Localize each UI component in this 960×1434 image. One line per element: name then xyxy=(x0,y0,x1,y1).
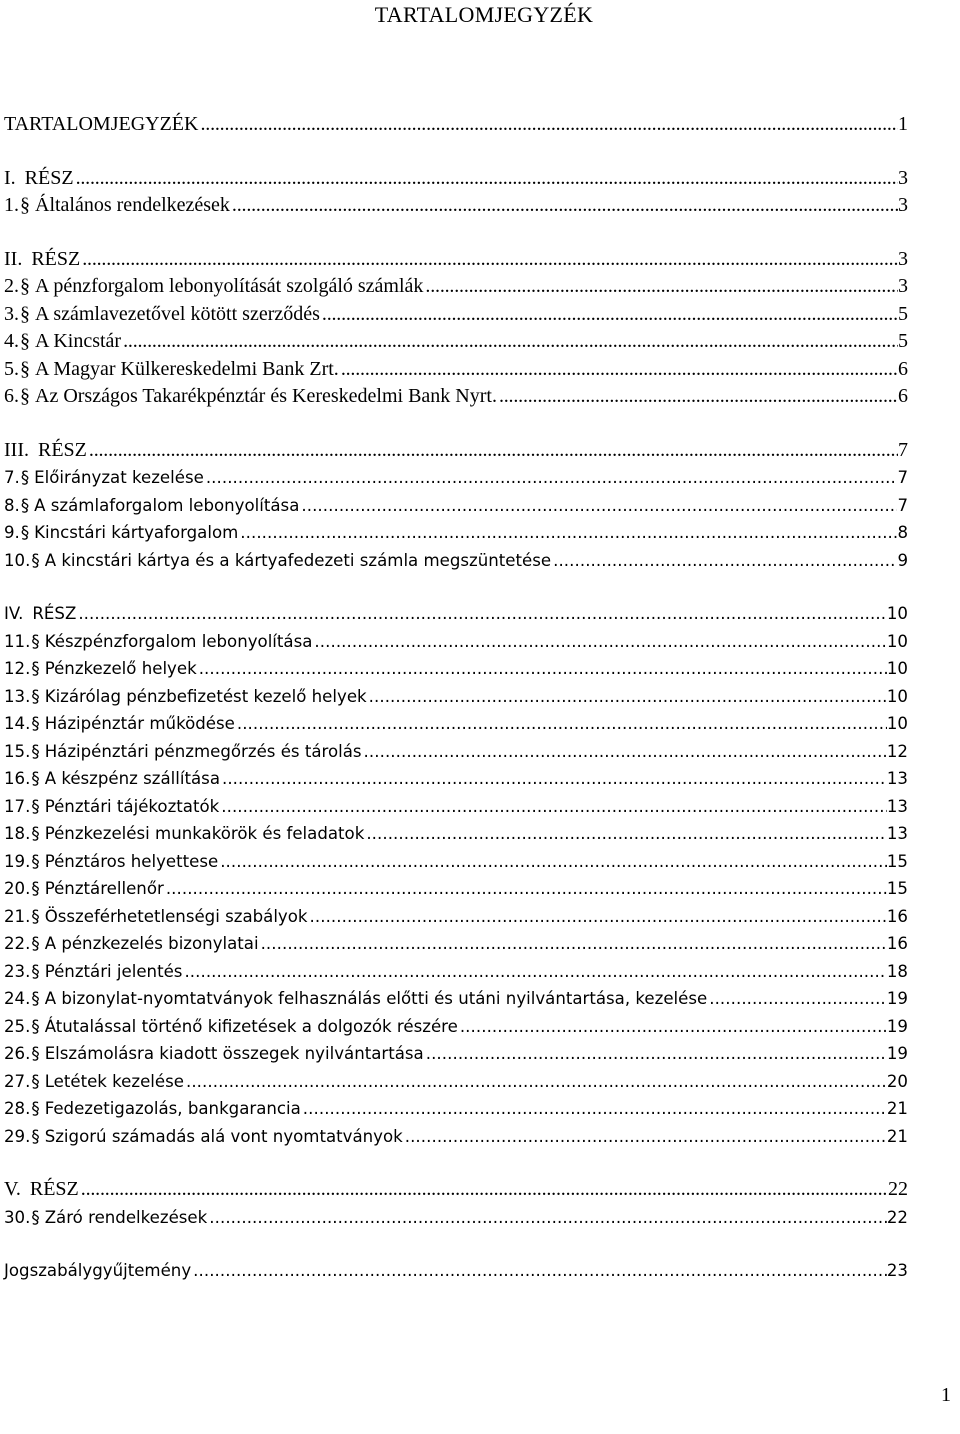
toc-entry-title: Pénzkezelő helyek xyxy=(44,659,197,678)
toc-entry-page: 13 xyxy=(886,796,908,816)
toc-entry-number: II. xyxy=(4,247,23,270)
toc-entry[interactable] xyxy=(4,301,908,329)
dot-leader xyxy=(209,1204,887,1232)
toc-entry-number: 8. xyxy=(4,495,20,515)
section-sign-icon: § xyxy=(20,495,30,515)
toc-entry-number: 27. xyxy=(4,1071,31,1091)
section-sign-icon: § xyxy=(31,906,40,926)
toc-entry-number: V. xyxy=(4,1178,21,1200)
dot-leader xyxy=(303,1095,887,1123)
section-sign-icon: § xyxy=(31,1126,40,1146)
dot-leader xyxy=(426,1040,887,1068)
toc-entry-page: 19 xyxy=(886,989,908,1008)
toc-entry-title: A számlavezetővel kötött szerződés xyxy=(35,302,320,325)
section-sign-icon: § xyxy=(31,1044,40,1063)
toc-entry[interactable] xyxy=(4,1176,908,1204)
toc-entry-number: 22. xyxy=(4,934,31,953)
toc-entry-number: 25. xyxy=(4,1016,31,1036)
dot-leader xyxy=(341,356,898,384)
toc-entry[interactable] xyxy=(4,985,908,1013)
section-sign-icon: § xyxy=(31,961,40,981)
toc-entry-page: 10 xyxy=(886,604,908,623)
toc-entry-number: 4. xyxy=(4,330,19,352)
toc-entry-number: 28. xyxy=(4,1099,31,1118)
toc-entry-page: 23 xyxy=(886,1261,908,1280)
toc-entry-title: Házipénztár működése xyxy=(44,714,235,733)
toc-entry-number: IV. xyxy=(4,604,24,623)
toc-entry-number: 21. xyxy=(4,906,31,926)
section-sign-icon: § xyxy=(31,989,40,1008)
toc-entry-title: Átutalással történő kifizetések a dolgozók részére xyxy=(44,1016,458,1036)
dot-leader xyxy=(237,710,887,738)
toc-entry[interactable] xyxy=(4,464,908,492)
dot-leader xyxy=(82,246,898,274)
toc-entry-page: 3 xyxy=(898,194,908,216)
toc-entry-page: 20 xyxy=(886,1071,908,1091)
toc-entry-number: III. xyxy=(4,438,29,461)
dot-leader xyxy=(366,820,887,848)
toc-entry-title: RÉSZ xyxy=(37,438,87,461)
dot-leader xyxy=(310,903,887,931)
section-sign-icon: § xyxy=(20,357,30,380)
document-title: TARTALOMJEGYZÉK xyxy=(374,2,594,27)
toc-entry[interactable] xyxy=(4,492,908,520)
toc-entry-page: 21 xyxy=(886,1126,908,1146)
toc-entry-title: A bizonylat-nyomtatványok felhasználás előtti és utáni nyilvántartása, kezelése xyxy=(44,989,708,1008)
toc-entry-page: 13 xyxy=(886,769,908,788)
toc-entry-number: 10. xyxy=(4,550,31,570)
toc-entry[interactable] xyxy=(4,547,908,575)
dot-leader xyxy=(193,1257,887,1285)
toc-entry[interactable] xyxy=(4,1095,908,1123)
toc-entry-number: 3. xyxy=(4,302,19,325)
toc-entry-title: Pénztári tájékoztatók xyxy=(44,796,220,816)
dot-leader xyxy=(78,600,887,628)
toc-entry-number: 1. xyxy=(4,194,19,216)
section-sign-icon: § xyxy=(31,934,40,953)
toc-entry-page: 15 xyxy=(886,851,908,871)
dot-leader xyxy=(184,958,886,986)
toc-entry-page: 10 xyxy=(886,714,908,733)
toc-entry[interactable] xyxy=(4,165,908,193)
dot-leader xyxy=(553,547,897,575)
toc-entry[interactable] xyxy=(4,1123,908,1151)
section-sign-icon: § xyxy=(31,741,40,761)
toc-entry-number: 16. xyxy=(4,769,31,788)
toc-entry-number: I. xyxy=(4,166,16,189)
toc-entry-title: Előirányzat kezelése xyxy=(34,468,204,487)
page-number: 1 xyxy=(941,1384,951,1406)
dot-leader xyxy=(314,628,886,656)
toc-entry-title: RÉSZ xyxy=(24,166,74,189)
dot-leader xyxy=(221,793,887,821)
toc-entry-number: 12. xyxy=(4,659,31,678)
toc-entry-number: 29. xyxy=(4,1126,31,1146)
toc-entry[interactable] xyxy=(4,111,908,139)
toc-entry-page: 10 xyxy=(886,631,908,651)
toc-entry-page: 19 xyxy=(886,1016,908,1036)
section-sign-icon: § xyxy=(20,385,30,407)
toc-entry[interactable] xyxy=(4,328,908,356)
toc-entry[interactable] xyxy=(4,1040,908,1068)
toc-entry-title: A Magyar Külkereskedelmi Bank Zrt. xyxy=(35,357,339,380)
toc-entry[interactable] xyxy=(4,683,908,711)
toc-entry-title: Az Országos Takarékpénztár és Kereskedelmi Bank Nyrt. xyxy=(35,385,497,407)
dot-leader xyxy=(369,683,887,711)
toc-entry-page: 16 xyxy=(886,906,908,926)
toc-entry[interactable] xyxy=(4,765,908,793)
dot-leader xyxy=(220,848,887,876)
toc-entry-page: 5 xyxy=(898,302,908,325)
toc-entry-page: 13 xyxy=(886,824,908,843)
toc-entry-page: 6 xyxy=(898,385,908,407)
toc-entry-page: 18 xyxy=(886,961,908,981)
toc-entry-page: 7 xyxy=(897,495,908,515)
dot-leader xyxy=(199,655,887,683)
toc-entry[interactable] xyxy=(4,519,908,547)
dot-leader xyxy=(76,165,898,193)
section-sign-icon: § xyxy=(31,879,40,898)
toc-entry-number: 26. xyxy=(4,1044,31,1063)
toc-entry[interactable] xyxy=(4,628,908,656)
toc-entry-page: 7 xyxy=(897,468,908,487)
toc-entry[interactable] xyxy=(4,246,908,274)
toc-entry[interactable] xyxy=(4,600,908,628)
toc-entry[interactable] xyxy=(4,1068,908,1096)
section-sign-icon: § xyxy=(31,1071,40,1091)
toc-entry-number: 23. xyxy=(4,961,31,981)
section-sign-icon: § xyxy=(31,796,40,816)
dot-leader xyxy=(425,273,898,301)
toc-entry-title: Általános rendelkezések xyxy=(35,194,230,216)
dot-leader xyxy=(81,1176,888,1204)
toc-entry-title: TARTALOMJEGYZÉK xyxy=(4,113,199,135)
toc-entry[interactable] xyxy=(4,710,908,738)
table-of-contents xyxy=(4,111,908,1285)
toc-entry-page: 12 xyxy=(886,741,908,761)
section-sign-icon: § xyxy=(20,523,30,542)
dot-leader xyxy=(232,192,898,220)
toc-entry-page: 19 xyxy=(886,1044,908,1063)
toc-entry-title: RÉSZ xyxy=(31,247,81,270)
toc-entry-title: A készpénz szállítása xyxy=(44,769,220,788)
toc-entry[interactable] xyxy=(4,356,908,384)
toc-entry[interactable] xyxy=(4,930,908,958)
toc-entry-number: 5. xyxy=(4,357,19,380)
dot-leader xyxy=(186,1068,887,1096)
dot-leader xyxy=(200,111,898,139)
toc-entry-number: 18. xyxy=(4,824,31,843)
toc-entry-page: 1 xyxy=(898,113,908,135)
toc-entry-title: Elszámolásra kiadott összegek nyilvántartása xyxy=(44,1044,424,1063)
toc-entry-number: 2. xyxy=(4,275,19,297)
toc-entry-number: 7. xyxy=(4,468,20,487)
section-sign-icon: § xyxy=(31,851,40,871)
toc-entry-number: 30. xyxy=(4,1207,31,1227)
section-sign-icon: § xyxy=(20,302,30,325)
toc-entry-title: Pénzkezelési munkakörök és feladatok xyxy=(44,824,365,843)
toc-entry-title: Pénztárellenőr xyxy=(44,879,164,898)
dot-leader xyxy=(322,301,898,329)
dot-leader xyxy=(123,328,898,356)
toc-entry-title: Összeférhetetlenségi szabályok xyxy=(44,906,308,926)
toc-entry[interactable] xyxy=(4,875,908,903)
toc-entry-title: Kizárólag pénzbefizetést kezelő helyek xyxy=(44,686,367,706)
dot-leader xyxy=(240,519,897,547)
section-sign-icon: § xyxy=(31,1099,40,1118)
toc-entry-page: 3 xyxy=(898,247,908,270)
toc-entry-number: 15. xyxy=(4,741,31,761)
toc-entry-title: Készpénzforgalom lebonyolítása xyxy=(44,631,313,651)
toc-entry-page: 7 xyxy=(898,438,908,461)
toc-entry[interactable] xyxy=(4,793,908,821)
toc-entry[interactable] xyxy=(4,192,908,220)
toc-entry-page: 10 xyxy=(886,686,908,706)
dot-leader xyxy=(206,464,898,492)
section-sign-icon: § xyxy=(31,1016,40,1036)
toc-entry-title: A számlaforgalom lebonyolítása xyxy=(34,495,300,515)
section-sign-icon: § xyxy=(31,550,40,570)
toc-entry-page: 6 xyxy=(898,357,908,380)
toc-entry[interactable] xyxy=(4,437,908,465)
toc-entry[interactable] xyxy=(4,383,908,411)
section-sign-icon: § xyxy=(31,824,40,843)
toc-entry-page: 3 xyxy=(898,166,908,189)
toc-entry[interactable] xyxy=(4,655,908,683)
dot-leader xyxy=(301,492,897,520)
section-sign-icon: § xyxy=(31,1207,40,1227)
toc-entry-title: Kincstári kártyaforgalom xyxy=(34,523,239,542)
toc-entry-number: 14. xyxy=(4,714,31,733)
toc-entry-title: Pénztári jelentés xyxy=(44,961,183,981)
section-sign-icon: § xyxy=(31,714,40,733)
toc-entry-page: 22 xyxy=(886,1207,908,1227)
toc-entry-title: A kincstári kártya és a kártyafedezeti számla megszüntetése xyxy=(44,550,552,570)
toc-entry-page: 22 xyxy=(888,1178,908,1200)
toc-entry-title: RÉSZ xyxy=(29,1178,79,1200)
section-sign-icon: § xyxy=(20,468,30,487)
toc-entry-number: 20. xyxy=(4,879,31,898)
section-sign-icon: § xyxy=(31,769,40,788)
section-sign-icon: § xyxy=(31,631,40,651)
toc-entry-page: 16 xyxy=(886,934,908,953)
section-sign-icon: § xyxy=(31,659,40,678)
section-sign-icon: § xyxy=(31,686,40,706)
toc-entry-number: 17. xyxy=(4,796,31,816)
dot-leader xyxy=(89,437,898,465)
toc-entry[interactable] xyxy=(4,273,908,301)
dot-leader xyxy=(261,930,887,958)
toc-entry[interactable] xyxy=(4,958,908,986)
toc-entry-title: Házipénztári pénzmegőrzés és tárolás xyxy=(44,741,362,761)
section-sign-icon: § xyxy=(20,194,30,216)
toc-entry-page: 15 xyxy=(886,879,908,898)
dot-leader xyxy=(166,875,887,903)
toc-entry-page: 10 xyxy=(886,659,908,678)
toc-entry[interactable] xyxy=(4,1257,908,1285)
dot-leader xyxy=(460,1013,887,1041)
toc-entry-title: Pénztáros helyettese xyxy=(44,851,219,871)
toc-entry-title: A pénzkezelés bizonylatai xyxy=(44,934,259,953)
dot-leader xyxy=(709,985,887,1013)
toc-entry-page: 3 xyxy=(898,275,908,297)
section-sign-icon: § xyxy=(20,275,30,297)
toc-entry-page: 5 xyxy=(898,330,908,352)
toc-entry[interactable] xyxy=(4,738,908,766)
dot-leader xyxy=(222,765,887,793)
toc-entry-number: 13. xyxy=(4,686,31,706)
toc-entry-number: 24. xyxy=(4,989,31,1008)
section-sign-icon: § xyxy=(20,330,30,352)
toc-entry-title: Fedezetigazolás, bankgarancia xyxy=(44,1099,301,1118)
toc-entry-title: RÉSZ xyxy=(32,604,77,623)
dot-leader xyxy=(364,738,887,766)
toc-entry[interactable] xyxy=(4,1204,908,1232)
toc-entry[interactable] xyxy=(4,848,908,876)
toc-entry-page: 8 xyxy=(897,523,908,542)
toc-entry-title: Letétek kezelése xyxy=(44,1071,184,1091)
dot-leader xyxy=(499,383,898,411)
toc-entry-title: Záró rendelkezések xyxy=(44,1207,208,1227)
toc-entry-title: A Kincstár xyxy=(35,330,122,352)
toc-entry-title: Jogszabálygyűjtemény xyxy=(4,1261,192,1280)
toc-entry-title: Szigorú számadás alá vont nyomtatványok xyxy=(44,1126,403,1146)
toc-entry-number: 9. xyxy=(4,523,20,542)
toc-entry-title: A pénzforgalom lebonyolítását szolgáló számlák xyxy=(35,275,424,297)
dot-leader xyxy=(405,1123,887,1151)
toc-entry[interactable] xyxy=(4,1013,908,1041)
toc-entry[interactable] xyxy=(4,820,908,848)
toc-entry[interactable] xyxy=(4,903,908,931)
toc-entry-page: 21 xyxy=(886,1099,908,1118)
toc-entry-number: 6. xyxy=(4,385,19,407)
toc-entry-page: 9 xyxy=(897,550,908,570)
toc-entry-number: 19. xyxy=(4,851,31,871)
toc-entry-number: 11. xyxy=(4,631,31,651)
